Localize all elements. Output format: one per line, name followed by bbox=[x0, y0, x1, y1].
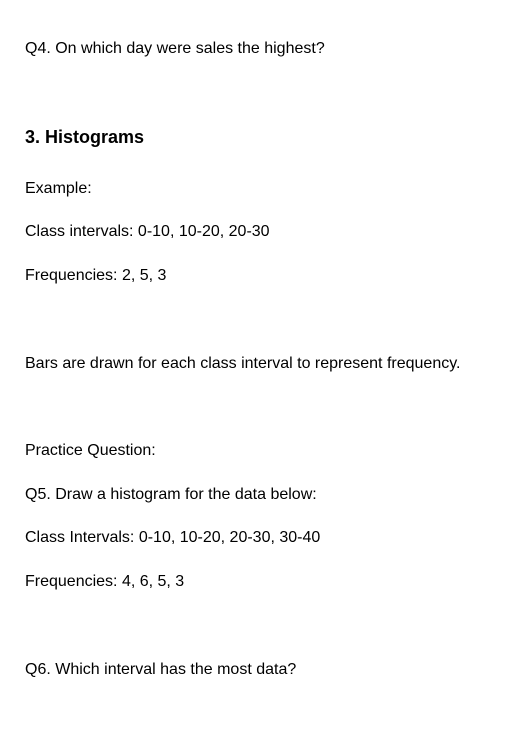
question-6: Q6. Which interval has the most data? bbox=[25, 661, 297, 678]
section-heading: 3. Histograms bbox=[25, 127, 145, 147]
example-label: Example: bbox=[25, 180, 92, 197]
explanation-text: Bars are drawn for each class interval to represent frequency. bbox=[25, 355, 461, 372]
question-5: Q5. Draw a histogram for the data below: bbox=[25, 486, 317, 503]
q5-frequencies: Frequencies: 4, 6, 5, 3 bbox=[25, 573, 185, 590]
example-class-intervals: Class intervals: 0-10, 10-20, 20-30 bbox=[25, 223, 270, 240]
practice-label: Practice Question: bbox=[25, 442, 156, 459]
question-4: Q4. On which day were sales the highest? bbox=[25, 40, 325, 57]
q5-class-intervals: Class Intervals: 0-10, 10-20, 20-30, 30-40 bbox=[25, 529, 321, 546]
example-frequencies: Frequencies: 2, 5, 3 bbox=[25, 267, 167, 284]
